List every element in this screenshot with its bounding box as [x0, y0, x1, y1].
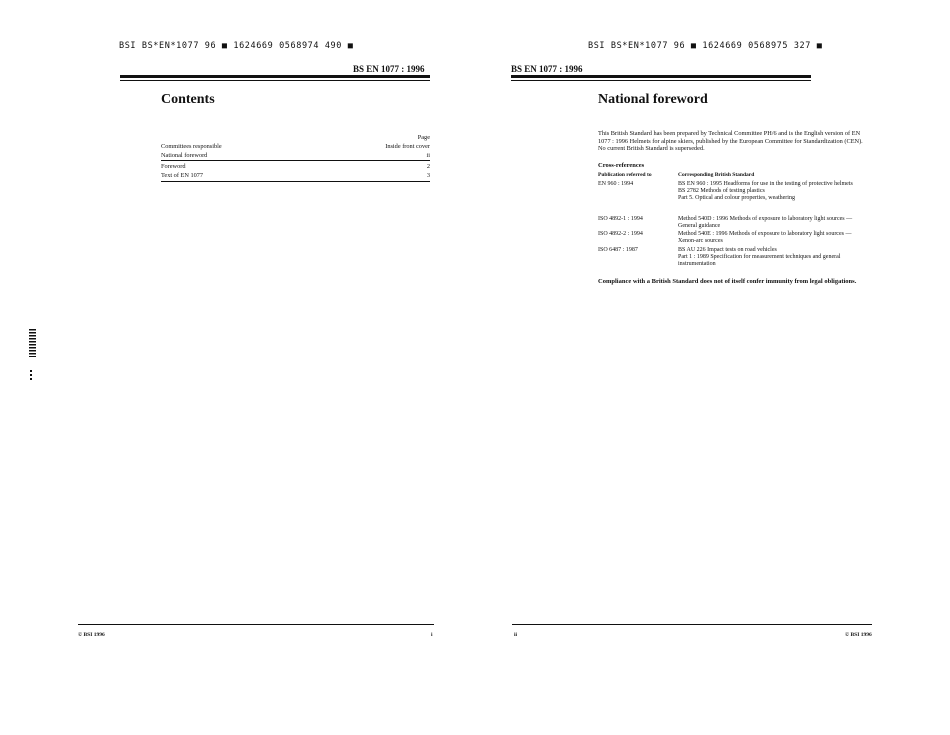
xref-line: Part 1 : 1989 Specification for measurement techniques and general instrumentation — [678, 253, 841, 267]
contents-row-label: National foreword — [161, 152, 208, 159]
contents-table — [161, 134, 430, 184]
xref-heading: Cross-references — [598, 162, 645, 169]
xref-row-en960 — [598, 181, 868, 215]
right-header-rule — [511, 75, 811, 78]
xref-col-left: Publication referred to — [598, 172, 652, 178]
contents-row-label: Committees responsible — [161, 143, 222, 150]
contents-row-page: ii — [426, 152, 430, 159]
xref-row-iso4892-1 — [598, 216, 868, 230]
left-footer-copyright: © BSI 1996 — [78, 632, 105, 638]
contents-divider — [161, 160, 430, 161]
margin-dot-mark — [30, 370, 36, 380]
xref-col-right: Corresponding British Standard — [678, 172, 755, 178]
xref-line: BS AU 226 Impact tests on road vehicles — [678, 247, 777, 253]
contents-divider-bottom — [161, 181, 430, 182]
contents-row-page: Inside front cover — [385, 143, 430, 150]
left-footer-rule — [78, 624, 434, 625]
xref-line: Method 540E : 1996 Methods of exposure to laboratory light sources — Xenon-arc sources — [678, 231, 852, 244]
contents-row-page: 3 — [426, 172, 430, 179]
right-footer-copyright: © BSI 1996 — [845, 632, 872, 638]
left-header-rule-thin — [120, 80, 430, 81]
right-header-rule-thin — [511, 80, 811, 81]
xref-ref: EN 960 : 1994 — [598, 181, 634, 187]
xref-line: BS EN 960 : 1995 Headforms for use in the testing of protective helmets — [678, 181, 853, 187]
xref-line: Method 540D : 1996 Methods of exposure to laboratory light sources — General guidance — [678, 216, 853, 229]
xref-ref: ISO 6487 : 1987 — [598, 247, 638, 253]
contents-row-label: Foreword — [161, 163, 186, 170]
right-footer-rule — [512, 624, 872, 625]
contents-row-label: Text of EN 1077 — [161, 172, 204, 179]
contents-title: Contents — [161, 92, 215, 107]
compliance-notice: Compliance with a British Standard does not of itself confer immunity from legal obligations. — [598, 278, 857, 285]
left-footer-page-number: i — [431, 632, 433, 638]
margin-barcode-mark — [29, 329, 36, 357]
xref-row-iso4892-2 — [598, 231, 868, 245]
left-barcode-header: BSI BS*EN*1077 96 ■ 1624669 0568974 490 ■ — [119, 41, 354, 51]
xref-ref: ISO 4892-2 : 1994 — [598, 231, 643, 237]
right-footer-page-number: ii — [514, 632, 518, 638]
xref-row-iso6487 — [598, 247, 868, 275]
foreword-intro: This British Standard has been prepared by Technical Committee PH/6 and is the English version of EN 1077 : 1996 Helmets for alpine skiers, published by the European Committee for Standardization (CEN). No current British Standard is superseded. — [598, 130, 863, 153]
right-running-header: BS EN 1077 : 1996 — [511, 64, 583, 74]
xref-line: BS 2782 Methods of testing plastics — [678, 187, 765, 194]
left-header-rule — [120, 75, 430, 78]
xref-line: Part 5. Optical and colour properties, weathering — [678, 194, 795, 201]
contents-row-page: 2 — [426, 163, 430, 170]
xref-table — [598, 172, 870, 282]
xref-column-headers — [598, 172, 868, 180]
xref-ref: ISO 4892-1 : 1994 — [598, 216, 643, 222]
right-barcode-header: BSI BS*EN*1077 96 ■ 1624669 0568975 327 ■ — [588, 41, 823, 51]
national-foreword-title: National foreword — [598, 92, 708, 107]
left-running-header: BS EN 1077 : 1996 — [353, 64, 425, 74]
page-column-label: Page — [417, 134, 430, 141]
